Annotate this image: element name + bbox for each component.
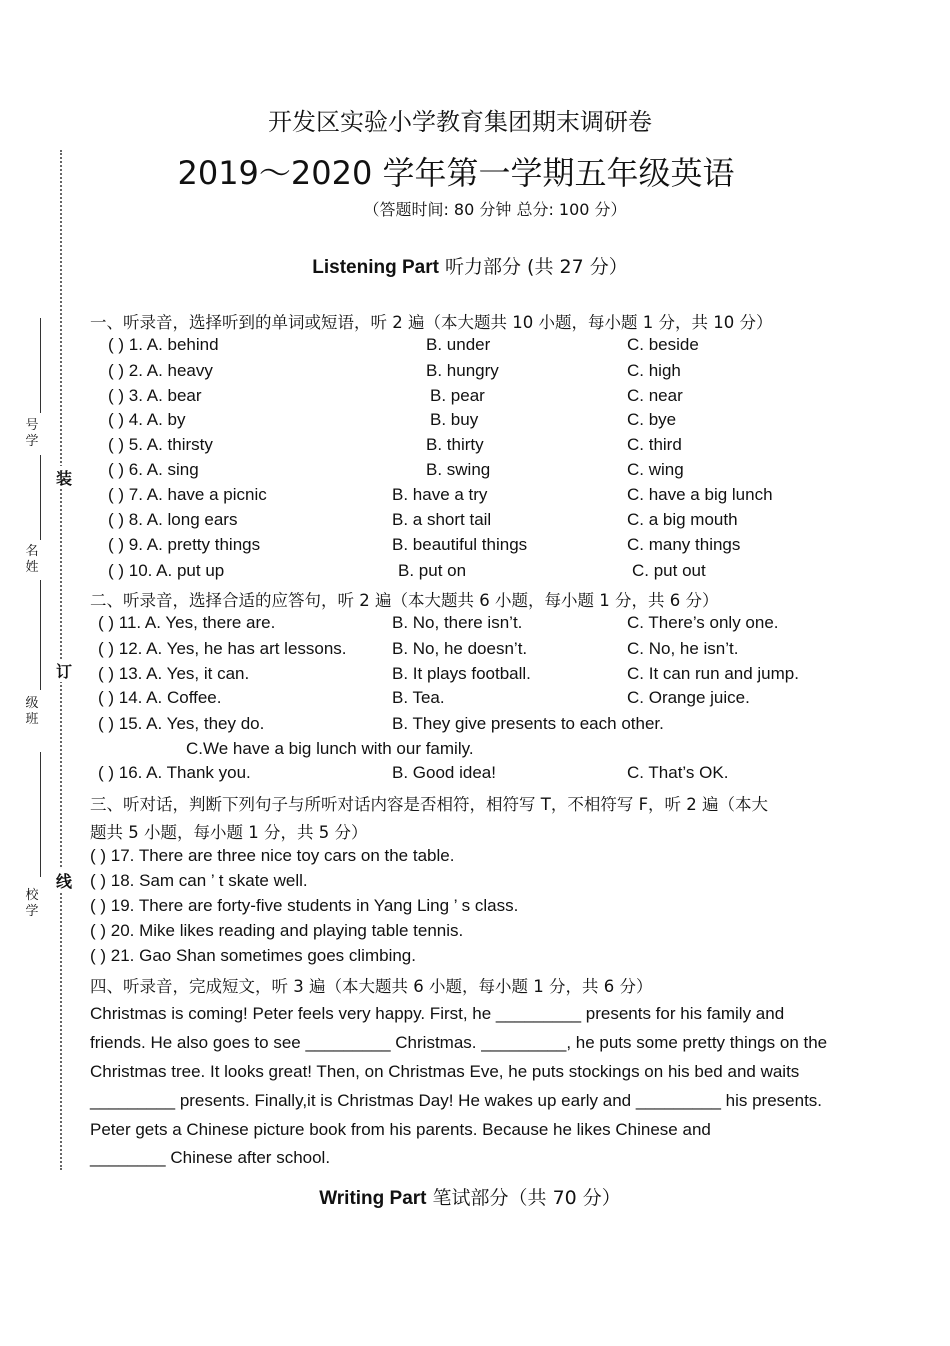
q9-b: B. beautiful things	[392, 535, 528, 554]
q15-a: ( ) 15. A. Yes, they do.	[98, 714, 265, 733]
q2-a: ( ) 2. A. heavy	[108, 361, 213, 380]
q13-b: B. It plays football.	[392, 664, 531, 683]
q7-a: ( ) 7. A. have a picnic	[108, 485, 267, 504]
exam-info: （答题时间: 80 分钟 总分: 100 分）	[363, 200, 627, 219]
q11-b: B. No, there isn’t.	[392, 613, 523, 632]
q4-a: ( ) 4. A. by	[108, 410, 186, 429]
q10-a: ( ) 10. A. put up	[108, 561, 225, 580]
q7-b: B. have a try	[392, 485, 488, 504]
binding-mark-xian: 线	[56, 869, 72, 892]
q4-c: C. bye	[627, 410, 677, 429]
passage-line: Christmas is coming! Peter feels very happy. First, he _________ presents for his family and	[90, 1004, 785, 1023]
q11-a: ( ) 11. A. Yes, there are.	[98, 613, 276, 632]
q13-a: ( ) 13. A. Yes, it can.	[98, 664, 250, 683]
section4-instruction: 四、听录音，完成短文，听 3 遍（本大题共 6 小题，每小题 1 分，共 6 分）	[90, 977, 653, 996]
listening-heading-en: Listening Part	[312, 257, 439, 278]
q10-b: B. put on	[398, 561, 467, 580]
q14-a: ( ) 14. A. Coffee.	[98, 688, 222, 707]
name-label: 名姓	[25, 544, 39, 575]
q14-c: C. Orange juice.	[627, 688, 750, 707]
q12-a: ( ) 12. A. Yes, he has art lessons.	[98, 639, 347, 658]
q8-b: B. a short tail	[392, 510, 492, 529]
q5-a: ( ) 5. A. thirsty	[108, 435, 213, 454]
binding-rule	[40, 318, 41, 413]
q6-a: ( ) 6. A. sing	[108, 460, 199, 479]
q8-c: C. a big mouth	[627, 510, 738, 529]
q7-c: C. have a big lunch	[627, 485, 773, 504]
class-label: 级班	[25, 696, 39, 727]
section1-instruction: 一、听录音，选择听到的单词或短语，听 2 遍（本大题共 10 小题，每小题 1 分，共 10 分）	[90, 313, 773, 332]
school-label: 校学	[25, 888, 39, 919]
q12-c: C. No, he isn’t.	[627, 639, 739, 658]
binding-rule	[40, 580, 41, 690]
section3-instruction-line2: 题共 5 小题，每小题 1 分，共 5 分）	[90, 823, 368, 842]
passage-line: Christmas tree. It looks great! Then, on Christmas Eve, he puts stockings on his bed and waits	[90, 1062, 800, 1081]
writing-heading	[0, 1183, 940, 1210]
q11-c: C. There’s only one.	[627, 613, 779, 632]
section3-instruction-line1: 三、听对话，判断下列句子与所听对话内容是否相符，相符写 T，不相符写 F，听 2 遍（本大	[90, 795, 769, 814]
q6-b: B. swing	[426, 460, 491, 479]
q1-c: C. beside	[627, 335, 699, 354]
passage-line: _________ presents. Finally,it is Christmas Day! He wakes up early and _________ his presents.	[90, 1091, 823, 1110]
passage-line: ________ Chinese after school.	[90, 1148, 331, 1167]
binding-mark-zhuang: 装	[56, 466, 72, 489]
q2-b: B. hungry	[426, 361, 499, 380]
q13-c: C. It can run and jump.	[627, 664, 799, 683]
q18: ( ) 18. Sam can ’ t skate well.	[90, 871, 308, 890]
writing-heading-cn: 笔试部分（共 70 分）	[426, 1187, 621, 1209]
listening-heading	[0, 252, 940, 279]
q15-b: B. They give presents to each other.	[392, 714, 664, 733]
q15-c: C.We have a big lunch with our family.	[186, 739, 474, 758]
q4-b: B. buy	[430, 410, 479, 429]
writing-heading-en: Writing Part	[319, 1188, 427, 1209]
q3-a: ( ) 3. A. bear	[108, 386, 202, 405]
q12-b: B. No, he doesn’t.	[392, 639, 528, 658]
binding-rule	[40, 752, 41, 877]
q21: ( ) 21. Gao Shan sometimes goes climbing.	[90, 946, 416, 965]
q9-c: C. many things	[627, 535, 741, 554]
passage-line: friends. He also goes to see _________ Christmas. _________, he puts some pretty things on the	[90, 1033, 828, 1052]
q5-b: B. thirty	[426, 435, 484, 454]
q3-c: C. near	[627, 386, 683, 405]
passage-line: Peter gets a Chinese picture book from his parents. Because he likes Chinese and	[90, 1120, 711, 1139]
q1-b: B. under	[426, 335, 491, 354]
q14-b: B. Tea.	[392, 688, 445, 707]
q5-c: C. third	[627, 435, 682, 454]
q16-c: C. That’s OK.	[627, 763, 729, 782]
section2-instruction: 二、听录音，选择合适的应答句，听 2 遍（本大题共 6 小题，每小题 1 分，共 6 分）	[90, 591, 719, 610]
student-number-label: 号学	[25, 418, 39, 449]
binding-rule	[40, 455, 41, 540]
q3-b: B. pear	[430, 386, 485, 405]
q20: ( ) 20. Mike likes reading and playing table tennis.	[90, 921, 464, 940]
binding-mark-ding: 订	[56, 659, 72, 682]
exam-title: 开发区实验小学教育集团期末调研卷	[268, 108, 652, 136]
q16-a: ( ) 16. A. Thank you.	[98, 763, 251, 782]
listening-heading-cn: 听力部分 (共 27 分）	[438, 256, 628, 278]
q1-a: ( ) 1. A. behind	[108, 335, 219, 354]
exam-subtitle: 2019～2020 学年第一学期五年级英语	[177, 154, 735, 192]
q19: ( ) 19. There are forty-five students in Yang Ling ’ s class.	[90, 896, 519, 915]
q10-c: C. put out	[632, 561, 706, 580]
q16-b: B. Good idea!	[392, 763, 496, 782]
q17: ( ) 17. There are three nice toy cars on the table.	[90, 846, 455, 865]
q8-a: ( ) 8. A. long ears	[108, 510, 238, 529]
q6-c: C. wing	[627, 460, 684, 479]
q9-a: ( ) 9. A. pretty things	[108, 535, 261, 554]
q2-c: C. high	[627, 361, 681, 380]
